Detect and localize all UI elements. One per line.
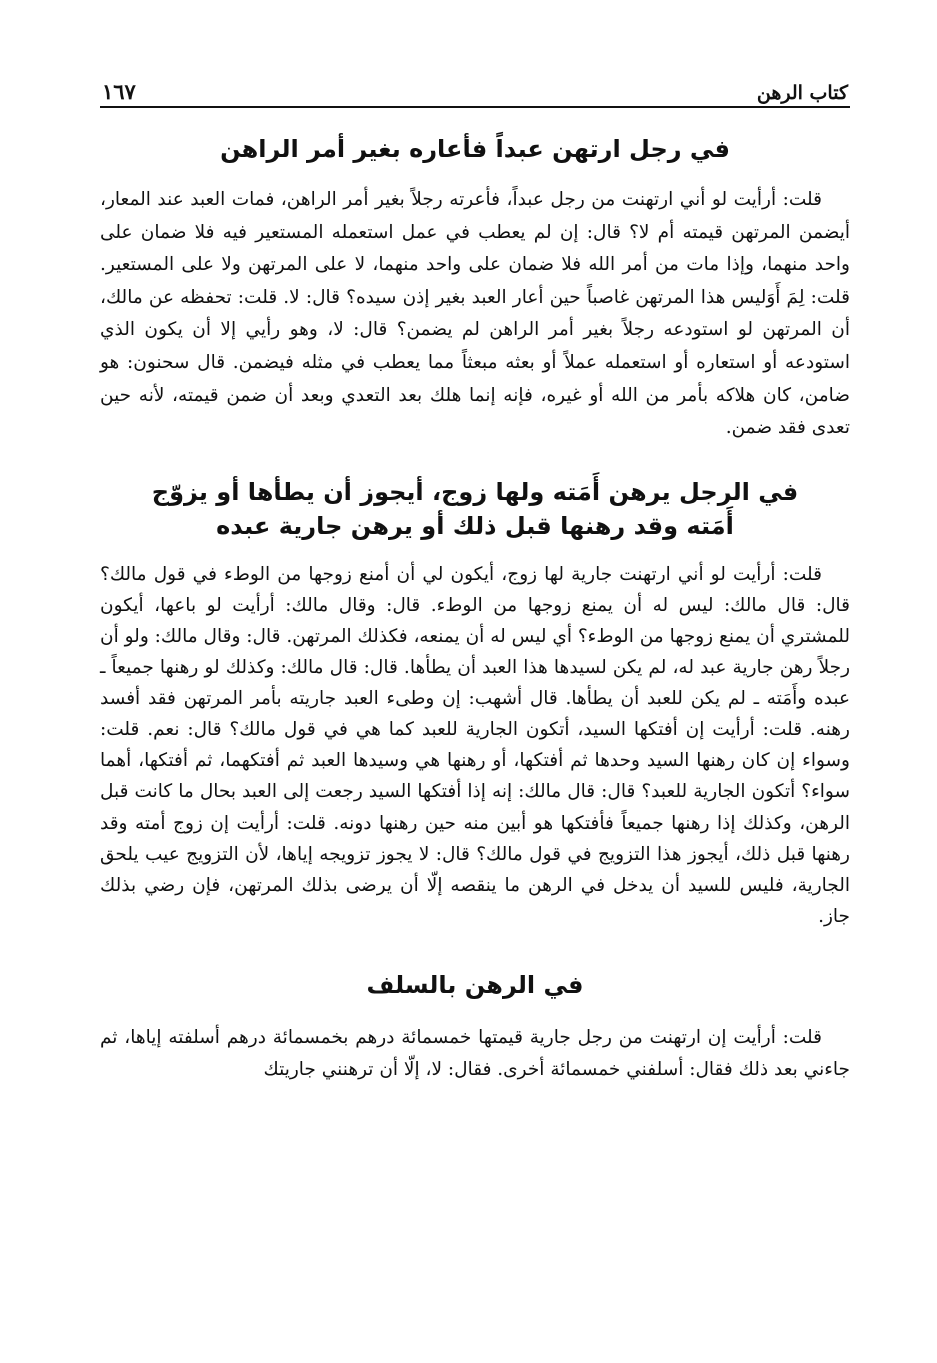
running-title: كتاب الرهن xyxy=(756,82,848,104)
section-heading-married-slave-woman xyxy=(100,475,850,543)
section-text-loaned-slave: قلت: أرأيت لو أني ارتهنت من رجل عبداً، فأعرته رجلاً بغير أمر الراهن، فمات العبد عند المعار، أيضمن المرتهن قيمته أم لا؟ قال: إن لم يعطب في عمل استعمله المستعير فيه فلا ضمان على واحد منهما، وإذا مات من أمر الله فلا ضمان على واحد منهما، لا على المرتهن ولا على المستعير. قلت: لِمَ أَوَليس هذا المرتهن غاصباً حين أعار العبد بغير إذن سيده؟ قال: لا. قلت: تحفظه عن مالك، أن المرتهن لو استودعه رجلاً بغير أمر الراهن لم يضمن؟ قال: لا، وهو رأيي إلا أن يكون الذي استودعه أو استعاره أو استعمله عملاً أو بعثه مبعثاً مما يعطب في مثله فيضمن. قال سحنون: هو ضامن، كان هلاكه بأمر من الله أو غيره، فإنه إنما هلك بعد التعدي وبعد أن ضمن قيمته، لأنه حين تعدى فقد ضمن. xyxy=(100,189,850,439)
section-heading-pledge-for-loan: في الرهن بالسلف xyxy=(366,970,584,999)
page-number: ١٦٧ xyxy=(102,79,136,104)
heading-line-1: في الرجل يرهن أَمَته ولها زوج، أيجوز أن يطأها أو يزوّج xyxy=(151,477,799,506)
section-text-married-slave-woman: قلت: أرأيت لو أني ارتهنت جارية لها زوج، أيكون لي أن أمنع زوجها من الوطء في قول مالك؟ قال: قال مالك: ليس له أن يمنع زوجها من الوطء. قال: وقال مالك: أرأيت لو باعها، أيكون للمشتري أن يمنع زوجها من الوطء؟ أي ليس له أن يمنعه، فكذلك المرتهن. قال: وقال مالك: ولو أن رجلاً رهن جارية عبد له، لم يكن لسيدها هذا العبد أن يطأها. قال: قال مالك: وكذلك لو رهنها جميعاً ـ عبده وأَمَته ـ لم يكن للعبد أن يطأها. قال أشهب: إن وطىء العبد جاريته بأمر المرتهن فقد أفسد رهنه. قلت: أرأيت إن أفتكها السيد، أتكون الجارية للعبد كما هي في قول مالك؟ قال: نعم. قلت: وسواء إن كان رهنها السيد وحدها ثم أفتكها، أو رهنها هي وسيدها العبد ثم أفتكهما، ثم أفتكها، أهما سواء؟ أتكون الجارية للعبد؟ قال: قال مالك: إنه إذا أفتكها السيد رجعت إلى العبد بحال ما كانت قبل الرهن، وكذلك إذا رهنها جميعاً فأفتكها هو أبين منه حين رهنها دونه. قلت: أرأيت إن زوج أمته وقد رهنها قبل ذلك، أيجوز هذا التزويج في قول مالك؟ قال: لا يجوز تزويجه إياها، لأن التزويج عيب يلحق الجارية، فليس للسيد أن يدخل في الرهن ما ينقصه إلّا أن يرضى بذلك المرتهن، فإن رضي بذلك جاز. xyxy=(100,563,850,927)
running-header xyxy=(100,70,850,108)
heading-line-2: أَمَته وقد رهنها قبل ذلك أو يرهن جارية عبده xyxy=(216,511,734,540)
section-text-pledge-for-loan: قلت: أرأيت إن ارتهنت من رجل جارية قيمتها خمسمائة درهم بخمسمائة درهم أسلفته إياها، ثم جاءني بعد ذلك فقال: أسلفني خمسمائة أخرى. فقال: لا، إلّا أن ترهنني جاريتك xyxy=(100,1026,850,1081)
book-page xyxy=(100,70,850,1087)
section-heading-loaned-slave: في رجل ارتهن عبداً فأعاره بغير أمر الراهن xyxy=(220,135,730,163)
